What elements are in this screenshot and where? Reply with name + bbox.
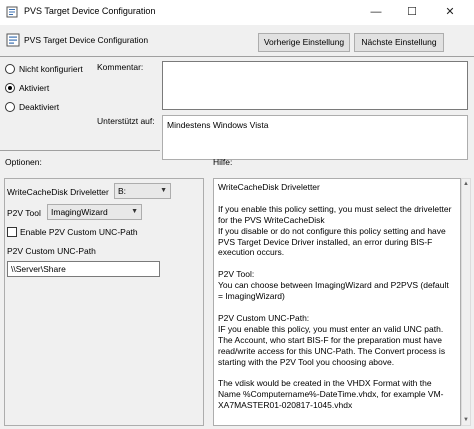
radio-label: Aktiviert (19, 83, 50, 93)
next-setting-button[interactable]: Nächste Einstellung (354, 33, 444, 52)
comment-label: Kommentar: (97, 62, 144, 72)
unc-path-input[interactable]: \\Server\Share (7, 261, 160, 277)
policy-settings-icon (6, 6, 18, 18)
setting-title: PVS Target Device Configuration (24, 35, 149, 45)
maximize-button[interactable]: ☐ (407, 6, 417, 18)
options-section-label: Optionen: (5, 157, 42, 167)
p2v-tool-select[interactable] (47, 204, 142, 220)
scroll-down-icon[interactable]: ▼ (463, 417, 469, 423)
p2v-tool-value: ImagingWizard (51, 207, 108, 217)
header-divider (0, 56, 474, 57)
radio-label: Deaktiviert (19, 102, 60, 112)
drive-letter-value: B: (118, 186, 127, 196)
enable-unc-checkbox[interactable] (7, 227, 17, 237)
help-panel (213, 178, 461, 426)
radio-button[interactable] (5, 64, 15, 74)
unc-path-label: P2V Custom UNC-Path (7, 246, 96, 256)
help-scrollbar[interactable] (461, 178, 471, 426)
policy-settings-icon (6, 33, 20, 47)
drive-letter-label: WriteCacheDisk Driveletter (7, 187, 109, 197)
chevron-down-icon: ▼ (131, 208, 138, 215)
radio-button-selected[interactable] (5, 83, 15, 93)
section-divider (0, 150, 160, 151)
radio-label: Nicht konfiguriert (19, 64, 83, 74)
radio-enabled[interactable] (5, 83, 49, 93)
supported-on-label: Unterstützt auf: (97, 116, 155, 126)
radio-disabled[interactable] (5, 102, 59, 112)
radio-button[interactable] (5, 102, 15, 112)
scroll-up-icon[interactable]: ▲ (463, 181, 469, 187)
minimize-button[interactable]: — (370, 6, 382, 18)
supported-on-value: Mindestens Windows Vista (162, 115, 468, 160)
p2v-tool-label: P2V Tool (7, 208, 41, 218)
drive-letter-select[interactable] (114, 183, 171, 199)
chevron-down-icon: ▼ (160, 187, 167, 194)
close-button[interactable]: ✕ (445, 6, 455, 18)
help-section-label: Hilfe: (213, 157, 233, 167)
previous-setting-button[interactable]: Vorherige Einstellung (258, 33, 350, 52)
radio-not-configured[interactable] (5, 64, 83, 74)
comment-textarea[interactable] (162, 61, 468, 110)
options-panel (4, 178, 204, 426)
window-title: PVS Target Device Configuration (24, 6, 156, 16)
title-bar (0, 0, 474, 25)
enable-unc-label: Enable P2V Custom UNC-Path (20, 227, 138, 237)
help-text: WriteCacheDisk Driveletter If you enable this policy setting, you must select the driveletter for the PVS WriteCacheDisk If you disable or do not configure this policy setting and have PVS Target Device Driver installed, an error during BIS-F execution occurs. P2V Tool: You can choose between ImagingWizard and P2PVS (default = ImagingWizard) P2V Custom UNC-Path: IF you enable this policy, you must enter an valid UNC path. The Account, who start BIS-F for the preparation must have read/write access for this UNC-Path. The Convert process is starting with the P2V Tool you choosing above. The vdisk would be created in the VHDX Format with the Name %Computername%-DateTime.vhdx, for example VM-XA7MASTER01-020817-1045.vhdx (218, 182, 452, 411)
